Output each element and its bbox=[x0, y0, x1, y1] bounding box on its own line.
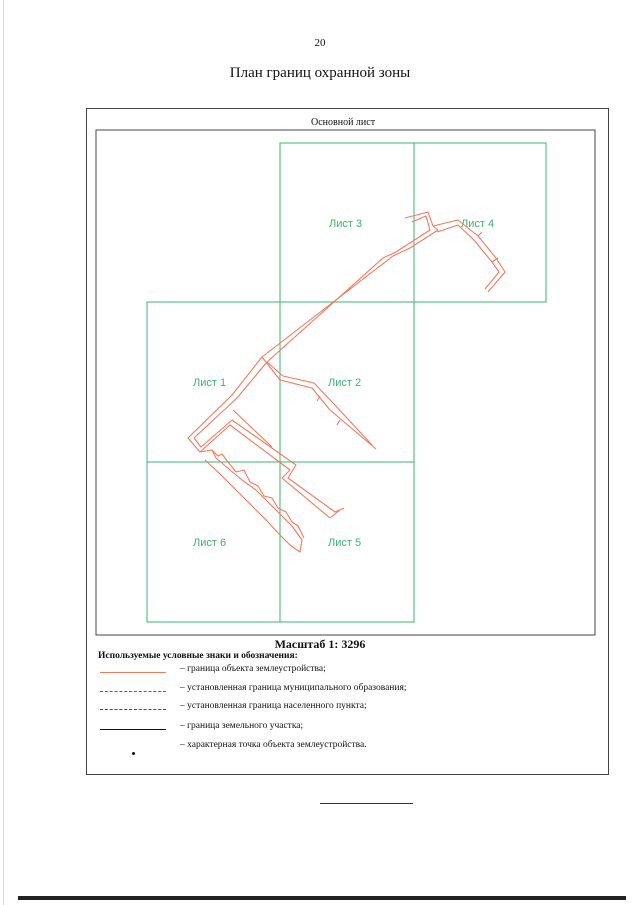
sheet-5-label: Лист 5 bbox=[328, 537, 362, 549]
sheet-6-label: Лист 6 bbox=[193, 537, 227, 549]
map-scale: Масштаб 1: 3296 bbox=[274, 637, 366, 651]
legend-label: – граница объекта землеустройства; bbox=[180, 664, 326, 674]
legend-item-municipal-boundary bbox=[98, 683, 518, 697]
sheet-label: Основной лист bbox=[311, 117, 376, 128]
legend-heading: Используемые условные знаки и обозначения: bbox=[98, 651, 298, 661]
page-title: План границ охранной зоны bbox=[229, 65, 411, 81]
legend-swatch-land-plot-boundary bbox=[100, 729, 166, 730]
legend-item-object-boundary bbox=[98, 664, 518, 678]
sheet-1-label: Лист 1 bbox=[193, 377, 227, 389]
sheet-4-label: Лист 4 bbox=[461, 218, 495, 230]
sheet-3-label: Лист 3 bbox=[329, 218, 363, 230]
legend-swatch-object-boundary bbox=[100, 672, 166, 673]
legend-label: – граница земельного участка; bbox=[180, 721, 304, 731]
signature-line bbox=[320, 803, 413, 804]
legend-item-characteristic-point bbox=[98, 740, 518, 754]
legend-label: – установленная граница муниципального образования; bbox=[180, 683, 407, 693]
page-number: 20 bbox=[314, 37, 326, 49]
legend-label: – характерная точка объекта землеустройства. bbox=[180, 740, 367, 750]
legend-item-settlement-boundary bbox=[98, 701, 518, 715]
legend-label: – установленная граница населенного пункта; bbox=[180, 701, 367, 711]
sheet-2-label: Лист 2 bbox=[328, 377, 362, 389]
scan-edge-bottom bbox=[18, 896, 626, 900]
characteristic-point-symbol bbox=[132, 752, 135, 755]
legend-swatch-settlement-boundary bbox=[100, 709, 166, 710]
legend-swatch-municipal-boundary bbox=[100, 691, 166, 692]
legend-item-land-plot-boundary bbox=[98, 721, 518, 735]
